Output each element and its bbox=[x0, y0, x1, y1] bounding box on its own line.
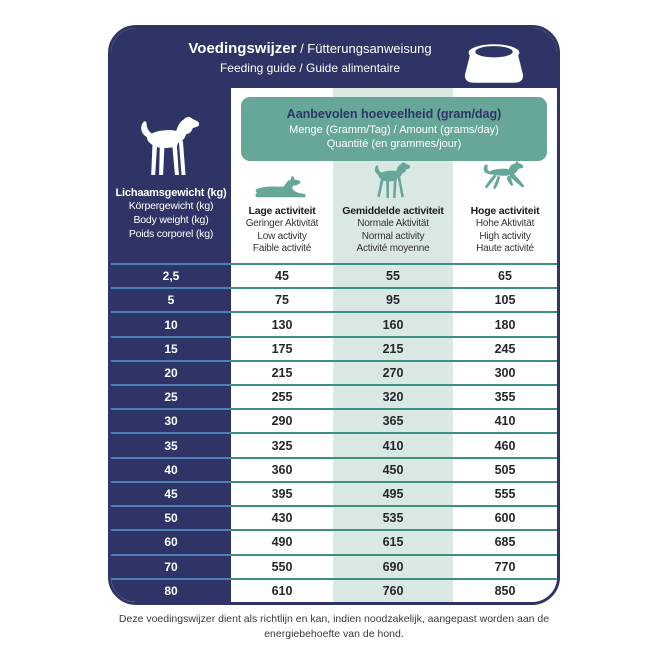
low-activity-cell: 175 bbox=[231, 336, 333, 360]
high-activity-cell: 770 bbox=[453, 554, 557, 578]
weight-cell: 30 bbox=[111, 408, 231, 432]
weight-cell: 20 bbox=[111, 360, 231, 384]
amount-box bbox=[241, 97, 547, 161]
normal-activity-cell: 55 bbox=[333, 263, 453, 287]
low-activity-cell: 325 bbox=[231, 432, 333, 456]
high-activity-cell: 105 bbox=[453, 287, 557, 311]
high-activity-cell: 600 bbox=[453, 505, 557, 529]
col-low-line2: Geringer Aktivität bbox=[245, 217, 319, 229]
high-activity-cell: 245 bbox=[453, 336, 557, 360]
normal-activity-cell: 270 bbox=[333, 360, 453, 384]
footer-line1: Deze voedingswijzer dient als richtlijn en kan, indien noodzakelijk, aangepast worden aan de bbox=[118, 613, 550, 625]
weight-cell: 15 bbox=[111, 336, 231, 360]
low-activity-cell: 130 bbox=[231, 311, 333, 335]
low-activity-cell: 610 bbox=[231, 578, 333, 602]
normal-activity-cell: 160 bbox=[333, 311, 453, 335]
normal-activity-cell: 450 bbox=[333, 457, 453, 481]
col-normal-line1: Gemiddelde activiteit bbox=[342, 204, 444, 217]
col-high-line2: Hohe Aktivität bbox=[475, 217, 535, 229]
amount-line2: Menge (Gramm/Tag) / Amount (grams/day) bbox=[289, 123, 499, 136]
weight-cell: 40 bbox=[111, 457, 231, 481]
col-high-line3: High activity bbox=[479, 230, 531, 242]
column-header-high bbox=[453, 161, 557, 263]
card-header bbox=[111, 28, 557, 88]
high-activity-cell: 65 bbox=[453, 263, 557, 287]
dog-standing-icon bbox=[138, 114, 204, 178]
weight-cell: 10 bbox=[111, 311, 231, 335]
high-activity-cell: 555 bbox=[453, 481, 557, 505]
low-activity-cell: 490 bbox=[231, 529, 333, 553]
normal-activity-cell: 760 bbox=[333, 578, 453, 602]
column-header-low bbox=[231, 161, 333, 263]
weight-cell: 2,5 bbox=[111, 263, 231, 287]
normal-activity-cell: 95 bbox=[333, 287, 453, 311]
footer-note bbox=[74, 612, 594, 641]
col-high-line1: Hoge activiteit bbox=[470, 204, 540, 217]
low-activity-cell: 45 bbox=[231, 263, 333, 287]
high-activity-cell: 685 bbox=[453, 529, 557, 553]
footer-line2: energiebehoefte van de hond. bbox=[264, 627, 404, 640]
low-activity-cell: 550 bbox=[231, 554, 333, 578]
dog-lying-icon bbox=[254, 175, 310, 200]
normal-activity-cell: 365 bbox=[333, 408, 453, 432]
weight-cell: 25 bbox=[111, 384, 231, 408]
low-activity-cell: 395 bbox=[231, 481, 333, 505]
weight-cell: 45 bbox=[111, 481, 231, 505]
title-dutch: Voedingswijzer bbox=[188, 40, 297, 58]
weight-cell: 70 bbox=[111, 554, 231, 578]
weight-header bbox=[111, 88, 231, 263]
bowl-icon bbox=[463, 41, 525, 85]
col-normal-line2: Normale Aktivität bbox=[357, 217, 429, 229]
low-activity-cell: 215 bbox=[231, 360, 333, 384]
normal-activity-cell: 615 bbox=[333, 529, 453, 553]
high-activity-cell: 505 bbox=[453, 457, 557, 481]
high-activity-cell: 460 bbox=[453, 432, 557, 456]
col-normal-line3: Normal activity bbox=[361, 230, 425, 242]
low-activity-cell: 360 bbox=[231, 457, 333, 481]
dog-walking-icon bbox=[370, 161, 416, 200]
col-low-line3: Low activity bbox=[257, 230, 307, 242]
col-high-line4: Haute activité bbox=[476, 243, 534, 255]
amount-line1: Aanbevolen hoeveelheid (gram/dag) bbox=[286, 107, 502, 122]
normal-activity-cell: 410 bbox=[333, 432, 453, 456]
amount-line3: Quantité (en grammes/jour) bbox=[326, 138, 462, 151]
title-german: / Fütterungsanweisung bbox=[296, 41, 432, 57]
high-activity-cell: 850 bbox=[453, 578, 557, 602]
weight-header-line4: Poids corporel (kg) bbox=[128, 227, 214, 240]
normal-activity-cell: 320 bbox=[333, 384, 453, 408]
table-grid bbox=[111, 88, 557, 602]
weight-header-line3: Body weight (kg) bbox=[133, 213, 209, 226]
high-activity-cell: 180 bbox=[453, 311, 557, 335]
feeding-guide-card bbox=[108, 25, 560, 605]
low-activity-cell: 255 bbox=[231, 384, 333, 408]
normal-activity-cell: 495 bbox=[333, 481, 453, 505]
col-low-line1: Lage activiteit bbox=[248, 204, 316, 217]
high-activity-cell: 355 bbox=[453, 384, 557, 408]
low-activity-cell: 75 bbox=[231, 287, 333, 311]
dog-running-icon bbox=[481, 161, 529, 200]
weight-cell: 5 bbox=[111, 287, 231, 311]
normal-activity-cell: 215 bbox=[333, 336, 453, 360]
low-activity-cell: 430 bbox=[231, 505, 333, 529]
weight-cell: 35 bbox=[111, 432, 231, 456]
column-header-normal bbox=[333, 161, 453, 263]
weight-header-line1: Lichaamsgewicht (kg) bbox=[115, 187, 227, 199]
col-low-line4: Faible activité bbox=[252, 243, 312, 255]
col-normal-line4: Activité moyenne bbox=[356, 243, 430, 255]
high-activity-cell: 410 bbox=[453, 408, 557, 432]
weight-header-line2: Körpergewicht (kg) bbox=[128, 200, 214, 213]
weight-cell: 50 bbox=[111, 505, 231, 529]
weight-cell: 60 bbox=[111, 529, 231, 553]
title-line2: Feeding guide / Guide alimentaire bbox=[219, 61, 401, 76]
low-activity-cell: 290 bbox=[231, 408, 333, 432]
high-activity-cell: 300 bbox=[453, 360, 557, 384]
weight-cell: 80 bbox=[111, 578, 231, 602]
title-line1 bbox=[188, 38, 431, 60]
title-block bbox=[188, 38, 431, 77]
normal-activity-cell: 535 bbox=[333, 505, 453, 529]
normal-activity-cell: 690 bbox=[333, 554, 453, 578]
